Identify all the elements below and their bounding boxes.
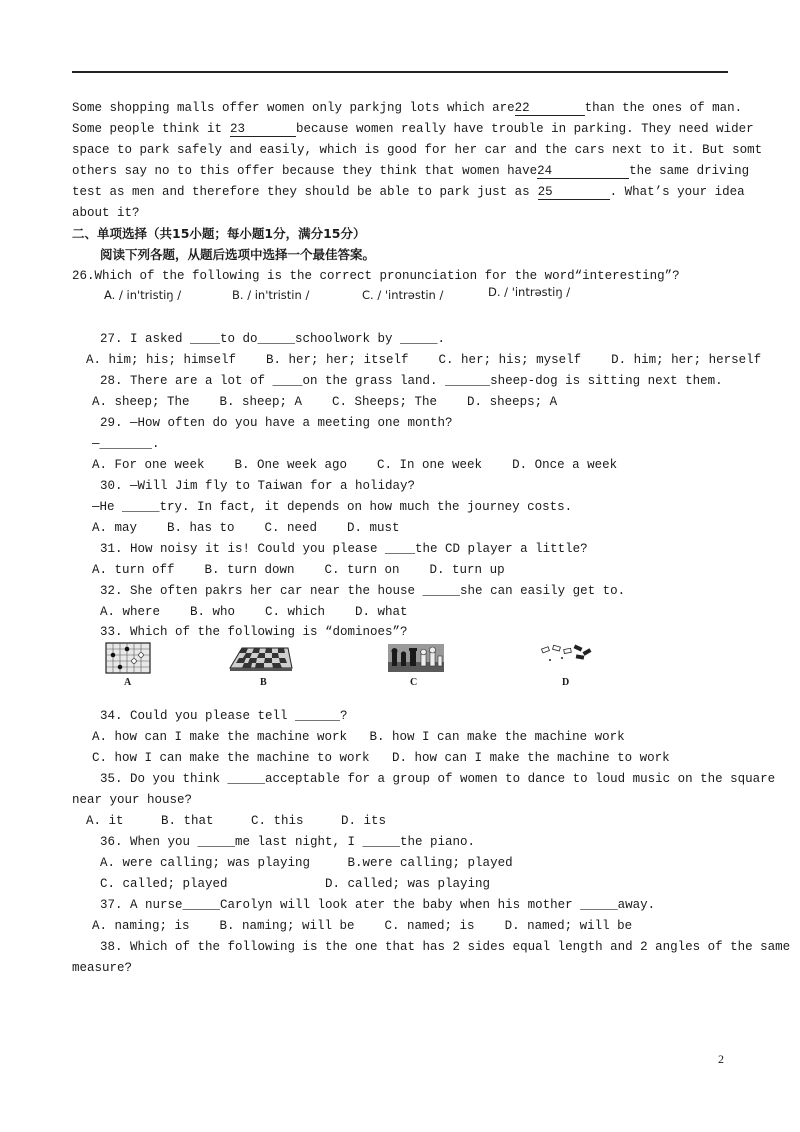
q34-options-2: C. how I can make the machine to work D. how can I make the machine to work: [92, 751, 670, 765]
q34-stem: 34. Could you please tell ______?: [100, 709, 348, 723]
q33-label-b: B: [260, 677, 267, 688]
q37-options: A. naming; is B. naming; will be C. named; is D. named; will be: [92, 919, 633, 933]
page-number: 2: [718, 1052, 724, 1066]
q38-stem-1: 38. Which of the following is the one that has 2 sides equal length and 2 angles of the same: [100, 940, 791, 954]
chess-board-image: [228, 642, 294, 674]
q26-stem: 26.Which of the following is the correct pronunciation for the word“interesting”?: [72, 269, 680, 283]
q35-stem-2: near your house?: [72, 793, 193, 807]
q36-stem: 36. When you _____me last night, I _____the piano.: [100, 835, 476, 849]
chess-pieces-image: [388, 642, 444, 674]
q36-options-2: C. called; played D. called; was playing: [100, 877, 491, 891]
q27-stem: 27. I asked ____to do_____schoolwork by _____.: [100, 332, 446, 346]
q38-stem-2: measure?: [72, 961, 133, 975]
header-rule: [72, 71, 728, 73]
q30-stem: 30. —Will Jim fly to Taiwan for a holiday?: [100, 479, 416, 493]
q32-stem: 32. She often pakrs her car near the house _____she can easily get to.: [100, 584, 626, 598]
dominoes-image: [536, 642, 598, 674]
q29-stem: 29. —How often do you have a meeting one month?: [100, 416, 453, 430]
q28-stem: 28. There are a lot of ____on the grass land. ______sheep-dog is sitting next them.: [100, 374, 723, 388]
q33-label-c: C: [410, 677, 418, 688]
blank-24: 24: [537, 165, 629, 179]
q32-options: A. where B. who C. which D. what: [100, 605, 408, 619]
q31-options: A. turn off B. turn down C. turn on D. turn up: [92, 563, 505, 577]
q30-options: A. may B. has to C. need D. must: [92, 521, 400, 535]
passage-line-1: Some shopping malls offer women only parkjng lots which are22 than the ones of man.: [72, 101, 743, 115]
q34-options-1: A. how can I make the machine work B. how I can make the machine work: [92, 730, 625, 744]
q30-reply: —He _____try. In fact, it depends on how much the journey costs.: [92, 500, 573, 514]
go-board-image: [104, 642, 152, 674]
q29-reply: —_______.: [92, 437, 160, 451]
passage-line-3: space to park safely and easily, which is good for her car and the cars next to it. But somt: [72, 143, 763, 157]
passage-line-5: test as men and therefore they should be able to park just as 25 . What’s your idea: [72, 185, 745, 199]
passage-line-4: others say no to this offer because they think that women have24 the same driving: [72, 164, 750, 178]
q35-options: A. it B. that C. this D. its: [86, 814, 387, 828]
q27-options: A. him; his; himself B. her; her; itself C. her; his; myself D. him; her; herself: [86, 353, 762, 367]
q33-label-d: D: [562, 677, 570, 688]
blank-22: 22: [515, 102, 585, 116]
q26-option-a: A. / in'tristiŋ /: [104, 288, 182, 302]
section-heading: 二、单项选择（共15小题；每小题1分，满分15分）: [72, 226, 366, 241]
section-instruction: 阅读下列各题，从题后选项中选择一个最佳答案。: [100, 247, 376, 262]
q33-label-a: A: [124, 677, 132, 688]
passage-line-2: Some people think it 23 because women really have trouble in parking. They need wider: [72, 122, 754, 136]
q33-stem: 33. Which of the following is “dominoes”?: [100, 625, 408, 639]
q37-stem: 37. A nurse_____Carolyn will look ater the baby when his mother _____away.: [100, 898, 656, 912]
blank-25: 25: [538, 186, 610, 200]
q31-stem: 31. How noisy it is! Could you please ____the CD player a little?: [100, 542, 588, 556]
passage-line-6: about it?: [72, 206, 140, 220]
q28-options: A. sheep; The B. sheep; A C. Sheeps; The D. sheeps; A: [92, 395, 558, 409]
q26-option-b: B. / in'tristin /: [232, 288, 310, 302]
q29-options: A. For one week B. One week ago C. In one week D. Once a week: [92, 458, 618, 472]
q36-options-1: A. were calling; was playing B.were calling; played: [100, 856, 513, 870]
q26-option-c: C. / 'intrəstin /: [362, 288, 444, 302]
blank-23: 23: [230, 123, 296, 137]
q26-option-d: D. / 'intrəstiŋ /: [488, 285, 571, 299]
q35-stem-1: 35. Do you think _____acceptable for a group of women to dance to loud music on the square: [100, 772, 776, 786]
